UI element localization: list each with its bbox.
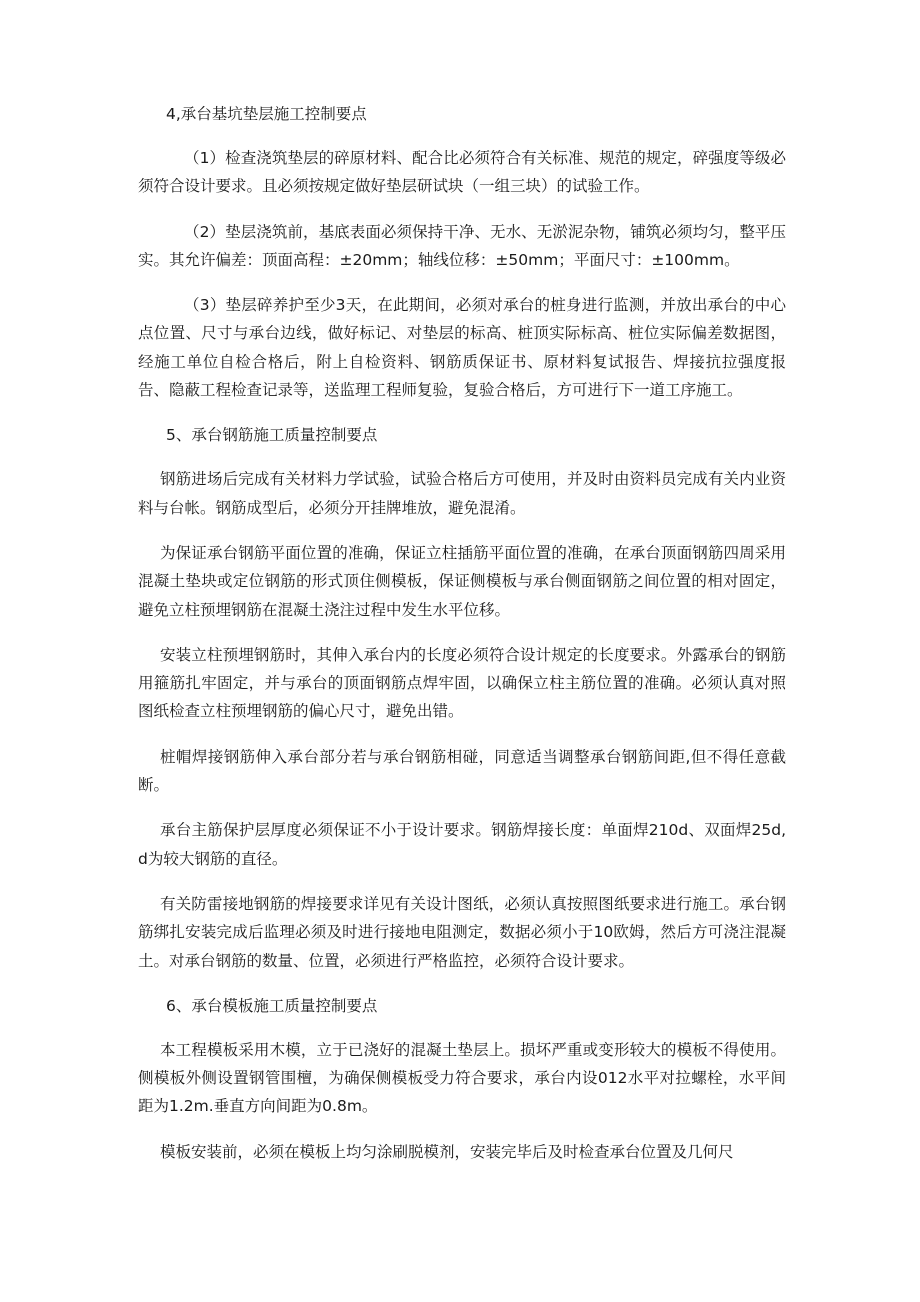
paragraph: 本工程模板采用木模，立于已浇好的混凝土垫层上。损坏严重或变形较大的模板不得使用。侧模板外侧设置钢管围檀，为确保侧模板受力符合要求，承台内设012水平对拉螺栓，水平间距为1.2m.垂直方向间距为0.8m。	[138, 1040, 786, 1116]
paragraph: 模板安装前，必须在模板上均匀涂刷脱模剂，安装完毕后及时检查承台位置及几何尺	[160, 1142, 734, 1161]
paragraph: 桩帽焊接钢筋伸入承台部分若与承台钢筋相碰，同意适当调整承台钢筋间距,但不得任意截断。	[138, 747, 786, 795]
section-heading-4: 4,承台基坑垫层施工控制要点	[166, 105, 367, 123]
document-page	[138, 100, 786, 1183]
section-heading-5: 5、承台钢筋施工质量控制要点	[166, 426, 378, 445]
paragraph: （1）检查浇筑垫层的碎原材料、配合比必须符合有关标准、规范的规定，碎强度等级必须符合设计要求。且必须按规定做好垫层研试块（一组三块）的试验工作。	[138, 149, 786, 196]
paragraph: 安装立柱预埋钢筋时，其伸入承台内的长度必须符合设计规定的长度要求。外露承台的钢筋用箍筋扎牢固定，并与承台的顶面钢筋点焊牢固，以确保立柱主筋位置的准确。必须认真对照图纸检查立柱预埋钢筋的偏心尺寸，避免出错。	[138, 645, 786, 721]
paragraph: 承台主筋保护层厚度必须保证不小于设计要求。钢筋焊接长度：单面焊210d、双面焊25d,d为较大钢筋的直径。	[138, 821, 786, 868]
paragraph: 为保证承台钢筋平面位置的准确，保证立柱插筋平面位置的准确，在承台顶面钢筋四周采用混凝土垫块或定位钢筋的形式顶住侧模板，保证侧模板与承台侧面钢筋之间位置的相对固定，避免立柱预埋钢筋在混凝土浇注过程中发生水平位移。	[138, 543, 786, 619]
paragraph: （3）垫层碎养护至少3天，在此期间，必须对承台的桩身进行监测，并放出承台的中心点位置、尺寸与承台边线，做好标记、对垫层的标高、桩顶实际标高、桩位实际偏差数据图，经施工单位自检合格后，附上自检资料、钢筋质保证书、原材料复试报告、焊接抗拉强度报告、隐蔽工程检查记录等，送监理工程师复验，复验合格后，方可进行下一道工序施工。	[138, 296, 786, 400]
paragraph: 钢筋进场后完成有关材料力学试验，试验合格后方可使用，并及时由资料员完成有关内业资料与台帐。钢筋成型后，必须分开挂牌堆放，避免混淆。	[138, 470, 786, 517]
paragraph: （2）垫层浇筑前，基底表面必须保持干净、无水、无淤泥杂物，铺筑必须均匀，整平压实。其允许偏差：顶面高程：±20mm；轴线位移：±50mm；平面尺寸：±100mm。	[138, 222, 786, 269]
paragraph: 有关防雷接地钢筋的焊接要求详见有关设计图纸，必须认真按照图纸要求进行施工。承台钢筋绑扎安装完成后监理必须及时进行接地电阻测定，数据必须小于10欧姆，然后方可浇注混凝土。对承台钢筋的数量、位置，必须进行严格监控，必须符合设计要求。	[138, 894, 786, 970]
section-heading-6: 6、承台模板施工质量控制要点	[166, 996, 378, 1015]
